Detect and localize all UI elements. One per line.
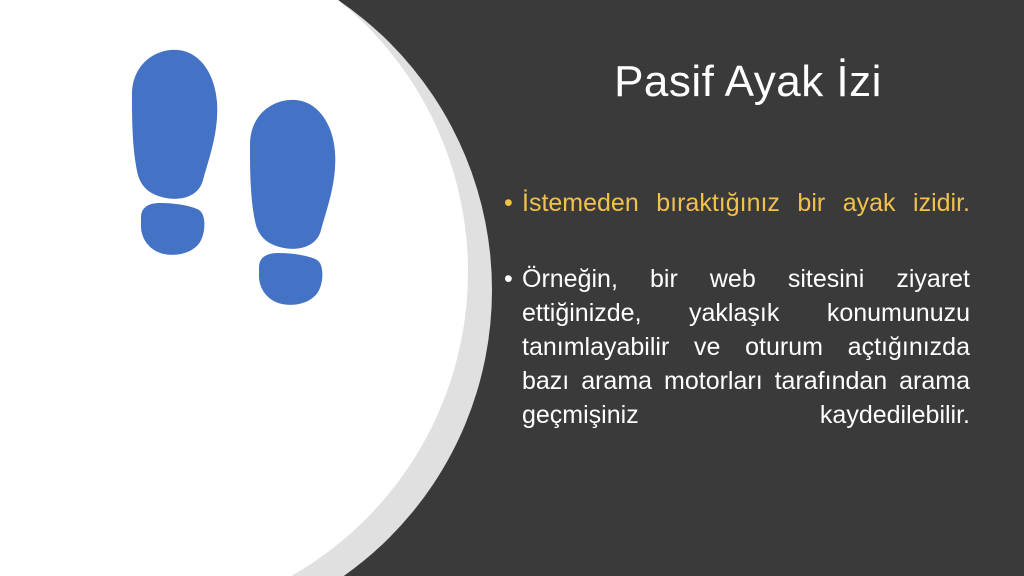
footprints-icon <box>70 40 370 380</box>
slide-content <box>492 0 1024 576</box>
list-item-text: Örneğin, bir web sitesini ziyaret ettiğinizde, yaklaşık konumunuzu tanımlayabilir ve oturum açtığınızda bazı arama motorları tarafından arama geçmişiniz kaydedilebilir. <box>522 265 970 429</box>
bullet-marker-icon: • <box>504 189 513 217</box>
list-item <box>504 186 970 254</box>
bullet-list <box>504 186 970 474</box>
bullet-marker-icon: • <box>504 265 513 293</box>
list-item-text: İstemeden bıraktığınız bir ayak izidir. <box>522 189 970 217</box>
page-title: Pasif Ayak İzi <box>614 57 882 106</box>
list-item <box>504 262 970 466</box>
